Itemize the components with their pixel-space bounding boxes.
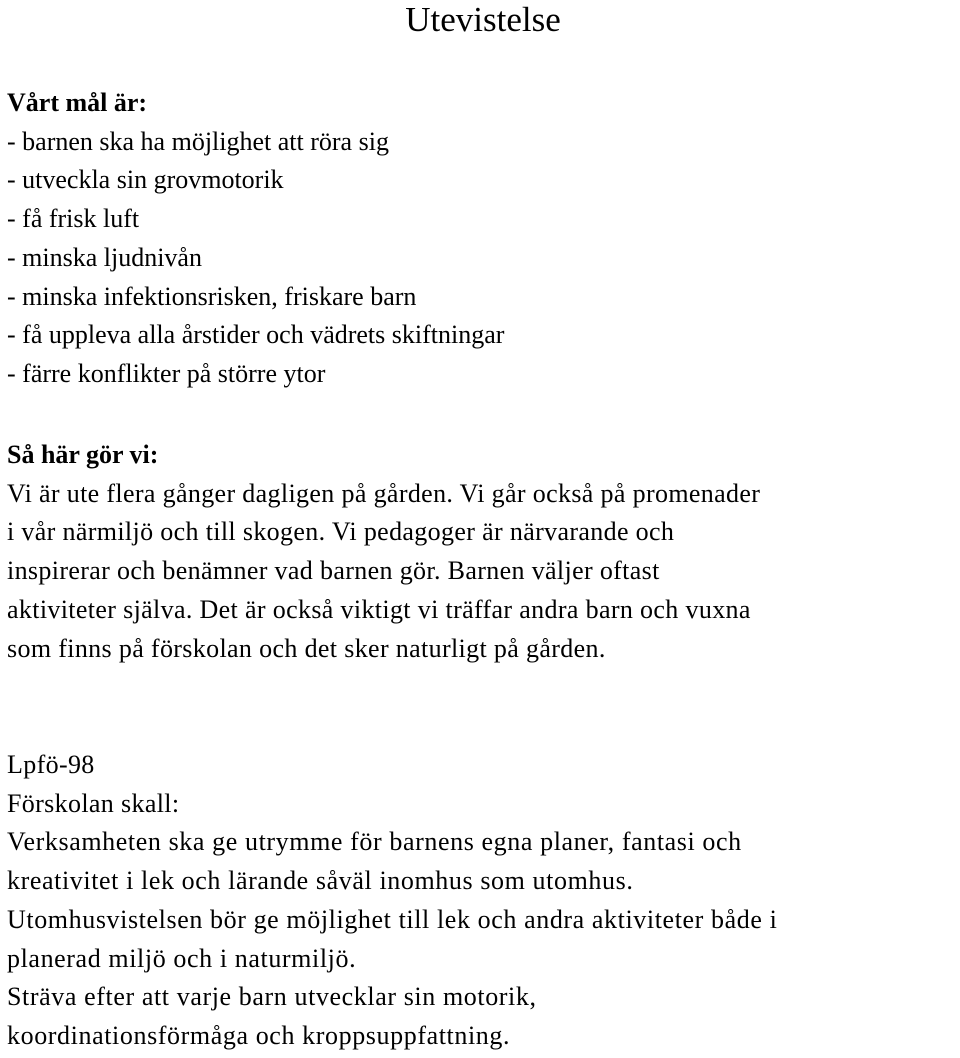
goal-item: - färre konflikter på större ytor xyxy=(7,358,326,388)
curriculum-section xyxy=(7,746,952,1056)
goal-item: - utveckla sin grovmotorik xyxy=(7,165,284,195)
goal-item: - få uppleva alla årstider och vädrets skiftningar xyxy=(7,320,505,350)
curriculum-name: Lpfö-98 xyxy=(7,750,95,779)
method-text-line: som finns på förskolan och det sker naturligt på gården. xyxy=(7,633,606,663)
goal-item: - få frisk luft xyxy=(7,204,140,234)
goal-item: - minska infektionsrisken, friskare barn xyxy=(7,281,417,311)
goals-section xyxy=(7,84,952,394)
goal-item: - barnen ska ha möjlighet att röra sig xyxy=(7,126,389,156)
method-text-line: Vi är ute flera gånger dagligen på gården. Vi går också på promenader xyxy=(7,478,761,508)
curriculum-text-line: Verksamheten ska ge utrymme för barnens egna planer, fantasi och xyxy=(7,827,742,857)
method-text-line: aktiviteter själva. Det är också viktigt vi träffar andra barn och vuxna xyxy=(7,594,751,624)
page-title: Utevistelse xyxy=(405,0,561,39)
curriculum-text-line: kreativitet i lek och lärande såväl inomhus som utomhus. xyxy=(7,866,634,896)
method-text-line: inspirerar och benämner vad barnen gör. Barnen väljer oftast xyxy=(7,556,660,586)
curriculum-text-line: Sträva efter att varje barn utvecklar sin motorik, xyxy=(7,982,537,1012)
curriculum-text-line: Utomhusvistelsen bör ge möjlighet till lek och andra aktiviteter både i xyxy=(7,904,778,934)
method-heading: Så här gör vi: xyxy=(7,440,159,469)
goal-item: - minska ljudnivån xyxy=(7,242,202,272)
curriculum-subheading: Förskolan skall: xyxy=(7,788,180,818)
curriculum-text-line: planerad miljö och i naturmiljö. xyxy=(7,943,357,973)
method-section xyxy=(7,436,952,668)
method-text-line: i vår närmiljö och till skogen. Vi pedagoger är närvarande och xyxy=(7,517,675,547)
curriculum-text-line: koordinationsförmåga och kroppsuppfattning. xyxy=(7,1020,511,1050)
goals-heading: Vårt mål är: xyxy=(7,88,148,117)
